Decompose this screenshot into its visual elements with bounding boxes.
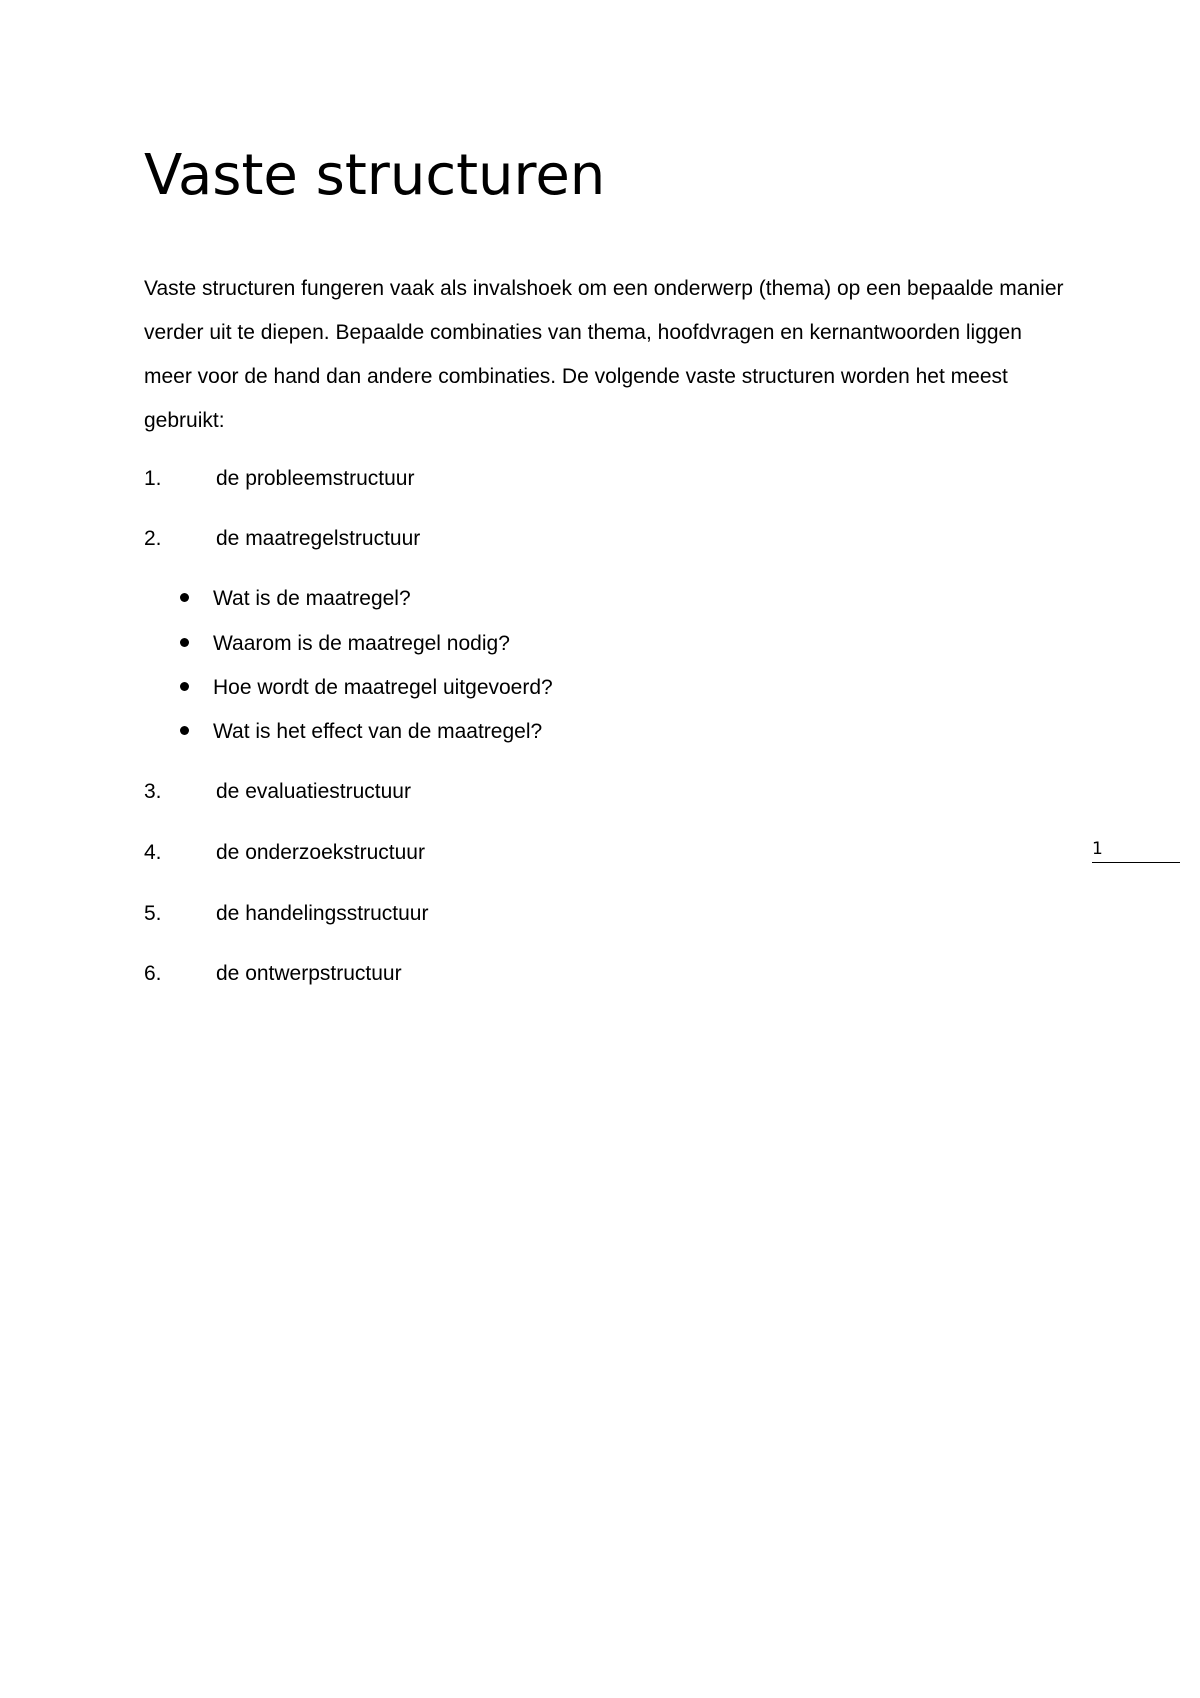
structure-label: de handelingsstructuur [216, 902, 429, 925]
structure-item-2 [144, 525, 420, 553]
structure-label: de evaluatiestructuur [216, 780, 411, 803]
question-label: Waarom is de maatregel nodig? [213, 632, 510, 655]
page-title: Vaste structuren [144, 143, 606, 208]
structure-item-4 [144, 839, 425, 867]
maatregel-question-1 [180, 585, 411, 613]
intro-paragraph: Vaste structuren fungeren vaak als invalshoek om een onderwerp (thema) op een bepaalde manier verder uit te diepen. Bepaalde combinaties van thema, hoofdvragen en kernantwoorden liggen meer voor de hand dan andere combinaties. De volgende vaste structuren worden het meest gebruikt: [144, 277, 1064, 432]
bullet-icon [180, 593, 189, 602]
bullet-icon [180, 638, 189, 647]
question-label: Wat is de maatregel? [213, 587, 411, 610]
structure-label: de onderzoekstructuur [216, 841, 425, 864]
structure-number: 6. [144, 962, 162, 985]
structure-number: 5. [144, 902, 162, 925]
maatregel-question-4 [180, 718, 542, 746]
question-label: Wat is het effect van de maatregel? [213, 720, 543, 743]
structure-label: de ontwerpstructuur [216, 962, 402, 985]
structure-item-6 [144, 960, 402, 988]
structure-label: de maatregelstructuur [216, 527, 421, 550]
bullet-icon [180, 682, 189, 691]
structure-item-3 [144, 778, 411, 806]
question-label: Hoe wordt de maatregel uitgevoerd? [213, 676, 553, 699]
structure-item-1 [144, 465, 414, 493]
page-number: 1 [1092, 838, 1180, 863]
bullet-icon [180, 726, 189, 735]
structure-label: de probleemstructuur [216, 467, 415, 490]
maatregel-question-2 [180, 630, 510, 658]
maatregel-question-3 [180, 674, 553, 702]
structure-number: 3. [144, 780, 162, 803]
structure-item-5 [144, 900, 428, 928]
structure-number: 4. [144, 841, 162, 864]
structure-number: 2. [144, 527, 162, 550]
structure-number: 1. [144, 467, 162, 490]
